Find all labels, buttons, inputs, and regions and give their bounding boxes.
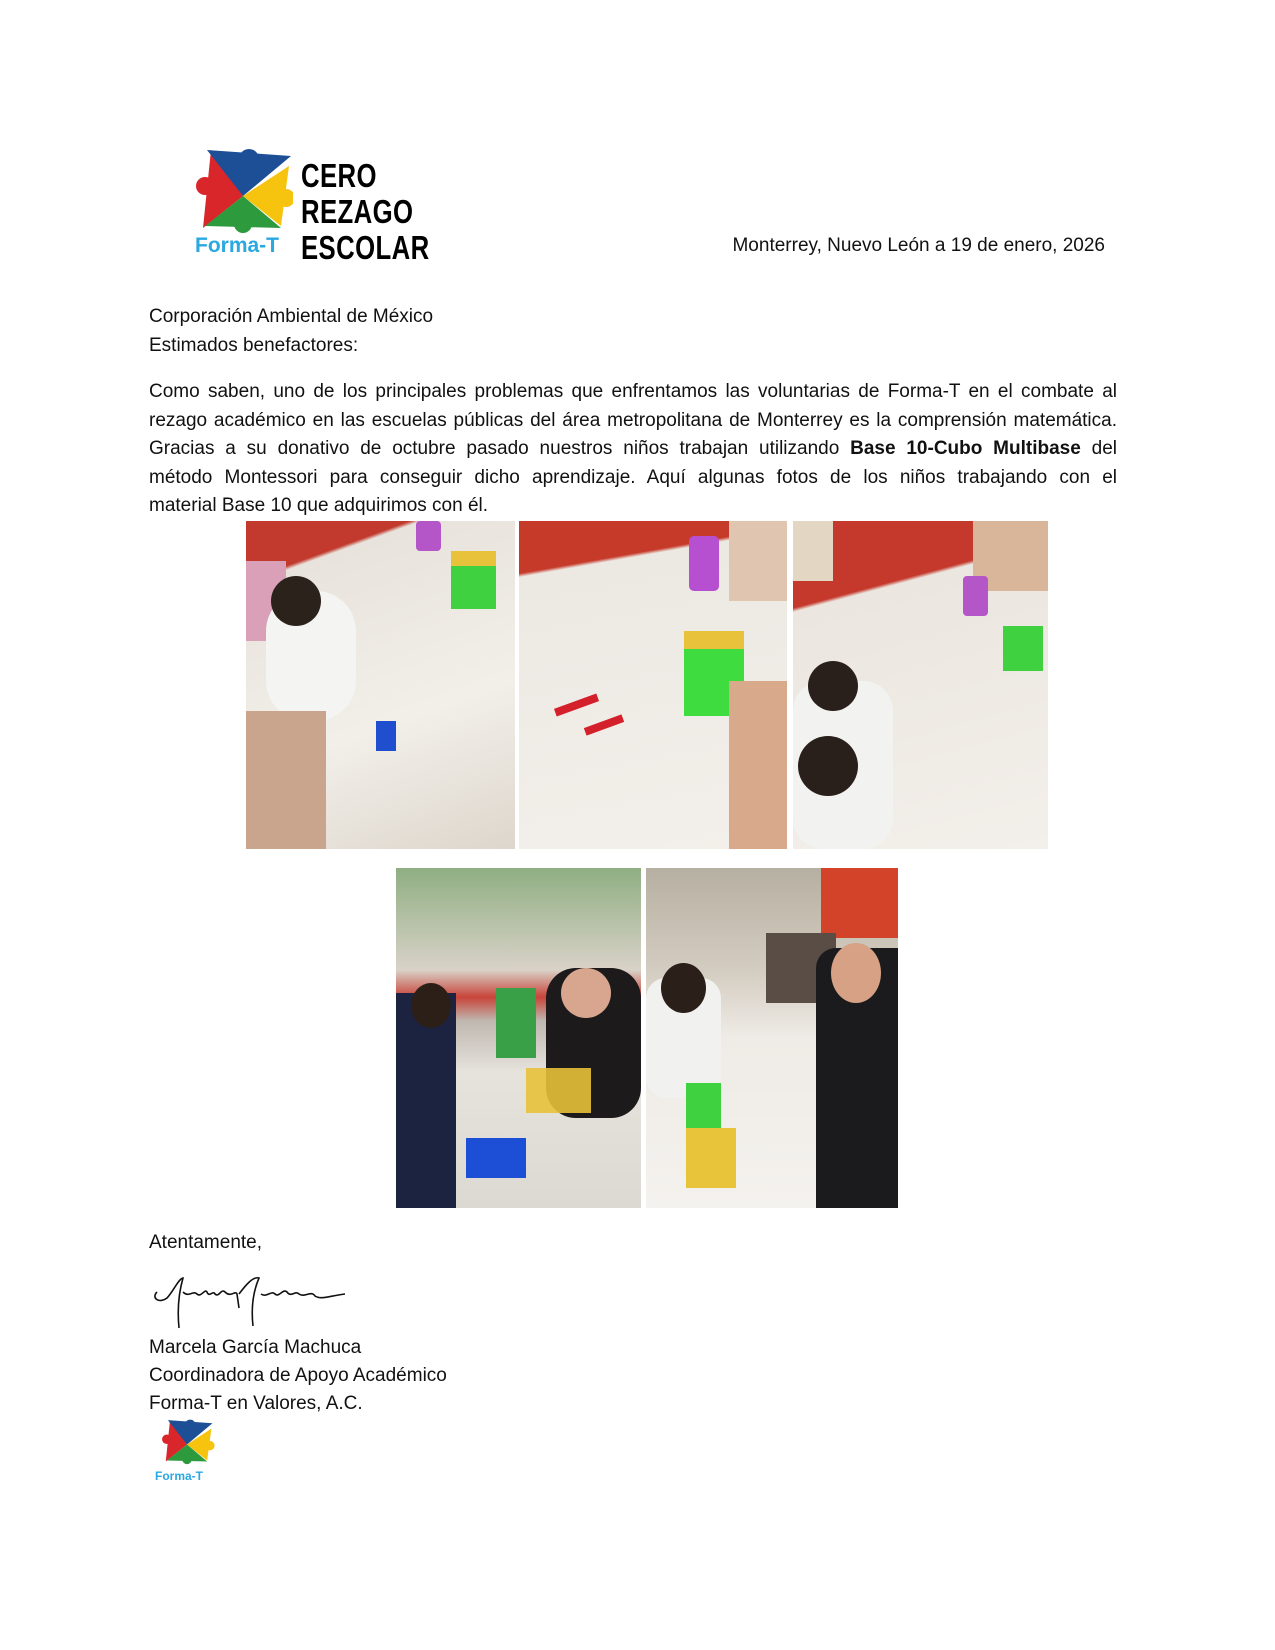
forma-t-star-logo-icon [157,1418,217,1470]
handwritten-signature-icon [149,1268,359,1334]
product-name: Base 10-Cubo Multibase [850,438,1081,459]
logo-title-line-2: REZAGO [301,193,414,230]
cero-rezago-logo [193,146,430,268]
body-line [149,464,1117,493]
body-text: Gracias a su donativo de octubre pasado nuestros niños trabajan utilizando [149,438,851,459]
photo-children-table-2 [519,521,787,849]
footer-forma-t-logo [155,1418,219,1486]
photo-children-table-3 [793,521,1048,849]
body-paragraph [149,378,1117,521]
forma-t-star-logo-icon [193,146,293,244]
body-line [149,492,1117,521]
photo-children-table-1 [246,521,515,849]
signer-organization: Forma-T en Valores, A.C. [149,1393,363,1414]
signer-name: Marcela García Machuca [149,1337,362,1358]
body-text: del [1080,438,1117,459]
body-text: material Base 10 que adquirimos con él. [149,495,489,516]
date-line: Monterrey, Nuevo León a 19 de enero, 2026 [732,235,1105,256]
valediction: Atentamente, [149,1232,263,1253]
signature [149,1268,359,1334]
body-text: rezago académico en las escuelas públicas del área metropolitana de Monterrey es la comprensión matemática. [149,409,1117,431]
logo-brand: Forma-T [195,234,279,257]
body-line [149,407,1117,436]
photo-volunteer-with-students [396,868,641,1208]
body-text: Como saben, uno de los principales problemas que enfrentamos las voluntarias de Forma-T en el combate al [149,381,1117,402]
body-line [149,435,1117,464]
signer-role: Coordinadora de Apoyo Académico [149,1365,447,1386]
footer-logo-brand: Forma-T [155,1469,203,1483]
logo-title-line-1: CERO [301,157,377,194]
logo-title-line-3: ESCOLAR [301,229,430,266]
body-text: método Montessori para conseguir dicho aprendizaje. Aquí algunas fotos de los niños trabajando con el [149,466,1117,488]
salutation: Estimados benefactores: [149,335,359,356]
recipient-organization: Corporación Ambiental de México [149,306,434,327]
body-line [149,378,1117,407]
photo-volunteer-and-student [646,868,898,1208]
